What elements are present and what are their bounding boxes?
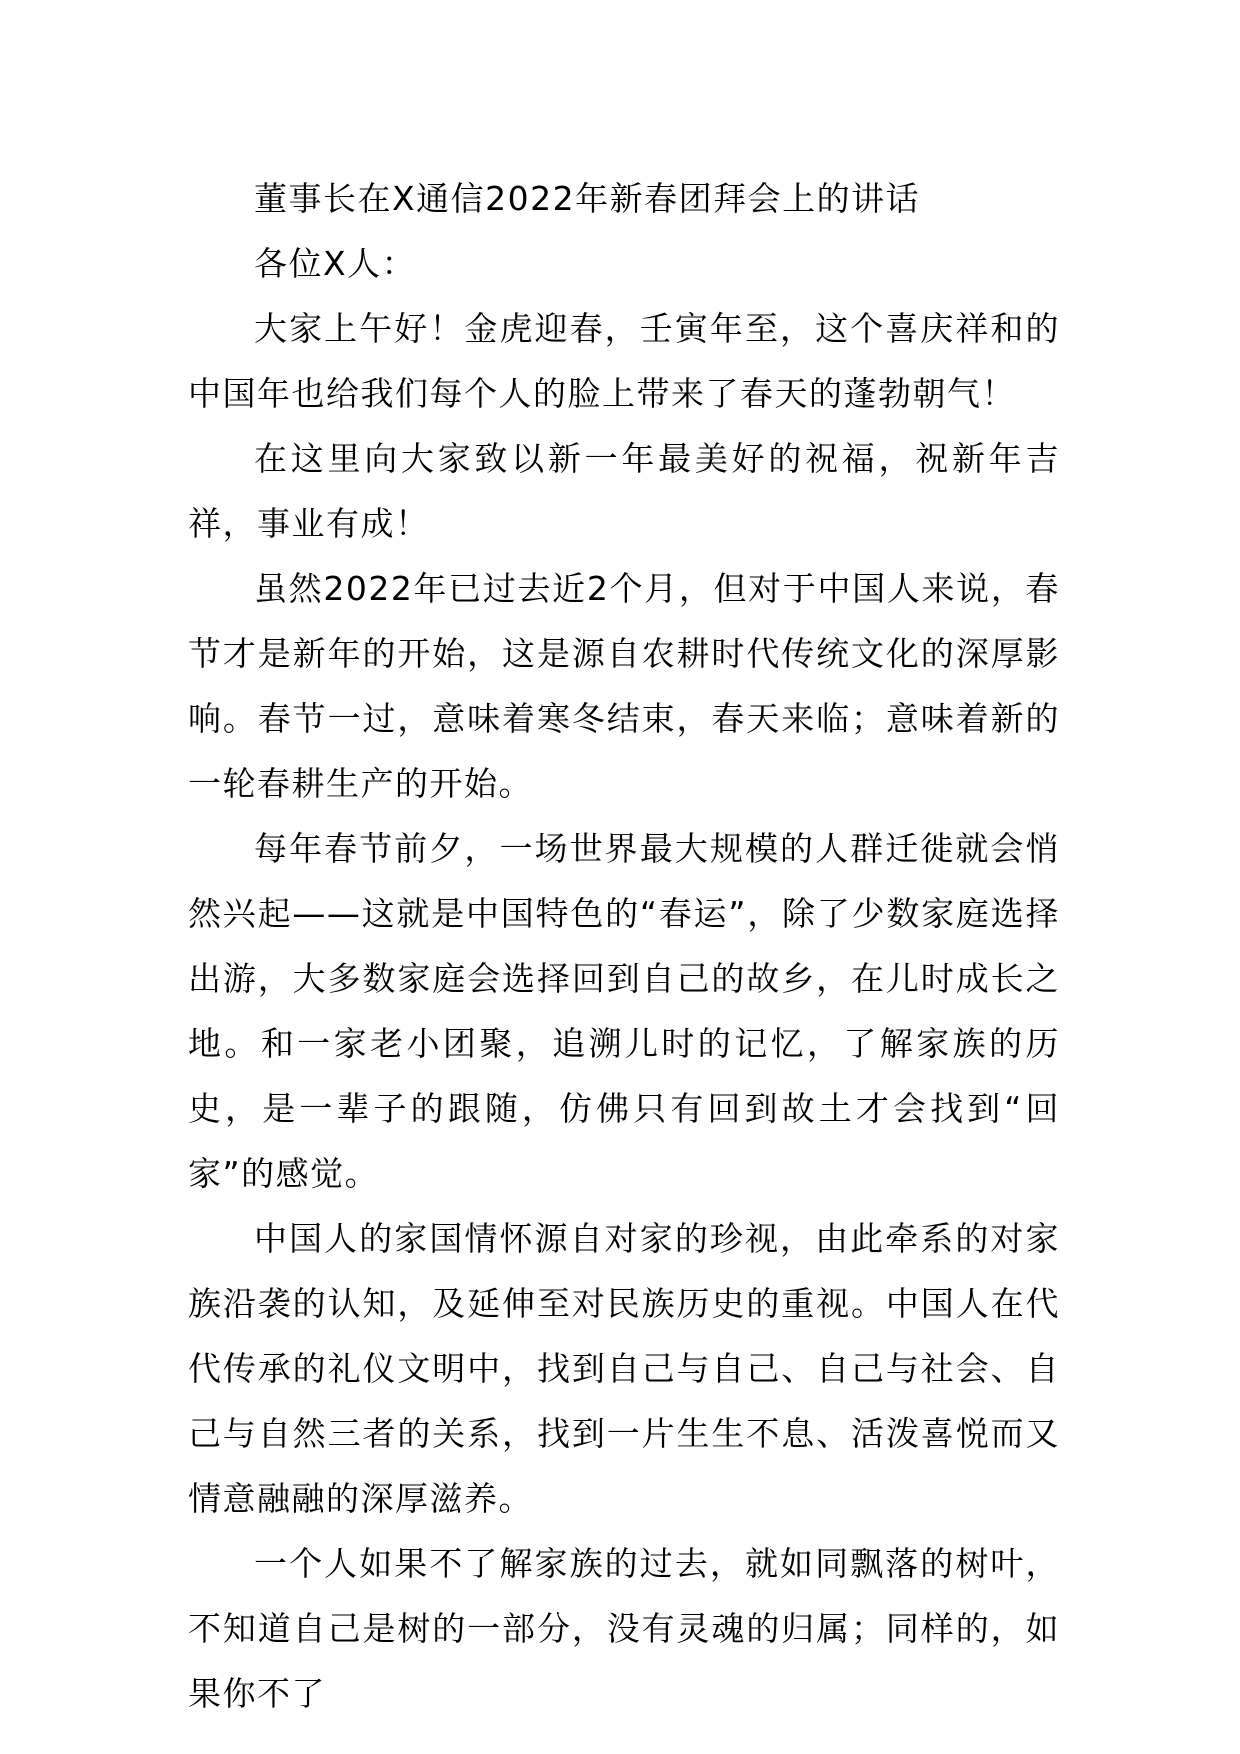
document-body xyxy=(188,166,1060,1726)
paragraph-family-past: 一个人如果不了解家族的过去，就如同飘落的树叶，不知道自己是树的一部分，没有灵魂的归属；同样的，如果你不了 xyxy=(188,1544,1060,1713)
salutation: 各位X人： xyxy=(254,244,417,283)
paragraph-greeting: 大家上午好！金虎迎春，壬寅年至，这个喜庆祥和的中国年也给我们每个人的脸上带来了春天的蓬勃朝气！ xyxy=(188,309,1060,413)
document-title: 董事长在X通信2022年新春团拜会上的讲话 xyxy=(254,179,921,218)
paragraph-family-nation: 中国人的家国情怀源自对家的珍视，由此牵系的对家族沿袭的认知，及延伸至对民族历史的重视。中国人在代代传承的礼仪文明中，找到自己与自己、自己与社会、自己与自然三者的关系，找到一片生生不息、活泼喜悦而又情意融融的深厚滋养。 xyxy=(188,1219,1060,1518)
paragraph-spring-migration: 每年春节前夕，一场世界最大规模的人群迁徙就会悄然兴起——这就是中国特色的“春运”，除了少数家庭选择出游，大多数家庭会选择回到自己的故乡，在儿时成长之地。和一家老小团聚，追溯儿时的记忆，了解家族的历史，是一辈子的跟随，仿佛只有回到故土才会找到“回家”的感觉。 xyxy=(188,829,1060,1193)
paragraph-spring-festival: 虽然2022年已过去近2个月，但对于中国人来说，春节才是新年的开始，这是源自农耕时代传统文化的深厚影响。春节一过，意味着寒冬结束，春天来临；意味着新的一轮春耕生产的开始。 xyxy=(188,569,1060,803)
paragraph-blessing: 在这里向大家致以新一年最美好的祝福，祝新年吉祥，事业有成！ xyxy=(188,439,1060,543)
